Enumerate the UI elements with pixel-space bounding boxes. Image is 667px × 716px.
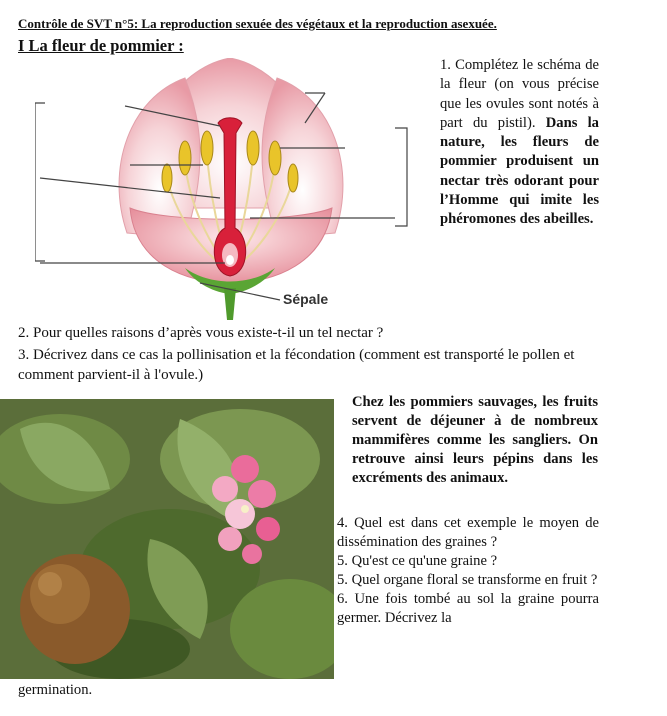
stem	[224, 288, 236, 320]
question-5b: 5. Quel organe floral se transforme en fruit ?	[337, 572, 598, 588]
flower-diagram	[35, 58, 430, 320]
document-title: Contrôle de SVT n°5: La reproduction sexuée des végétaux et la reproduction asexuée.	[18, 16, 497, 31]
question-6: 6. Une fois tombé au sol la graine pourra germer. Décrivez la	[337, 591, 599, 626]
section-title: I La fleur de pommier :	[18, 36, 184, 55]
question-1	[440, 56, 599, 230]
apple-info: Chez les pommiers sauvages, les fruits servent de déjeuner à de nombreux mammifères comme les sangliers. On retrouve ainsi leurs pépins dans les excréments des animaux.	[352, 394, 598, 486]
question-1-instruction: 1. Complétez le schéma de la fleur (on vous précise que les ovules sont notés à part du pistil).	[440, 57, 599, 131]
questions-list	[337, 514, 599, 628]
germination-tail: germination.	[18, 682, 93, 698]
question-3: 3. Décrivez dans ce cas la pollinisation et la fécondation (comment est transporté le pollen et comment parvient-il à l'ovule.)	[18, 347, 575, 383]
question-4: 4. Quel est dans cet exemple le moyen de dissémination des graines ?	[337, 515, 599, 550]
nectar-info: Dans la nature, les fleurs de pommier produisent un nectar très odorant pour l’Homme qui imite les phéromones des abeilles.	[440, 114, 599, 228]
apple-tree-photo	[0, 399, 334, 679]
question-2: 2. Pour quelles raisons d’après vous existe-t-il un tel nectar ?	[18, 325, 384, 341]
question-5a: 5. Qu'est ce qu'une graine ?	[337, 553, 498, 569]
sepale-label: Sépale	[283, 291, 329, 307]
